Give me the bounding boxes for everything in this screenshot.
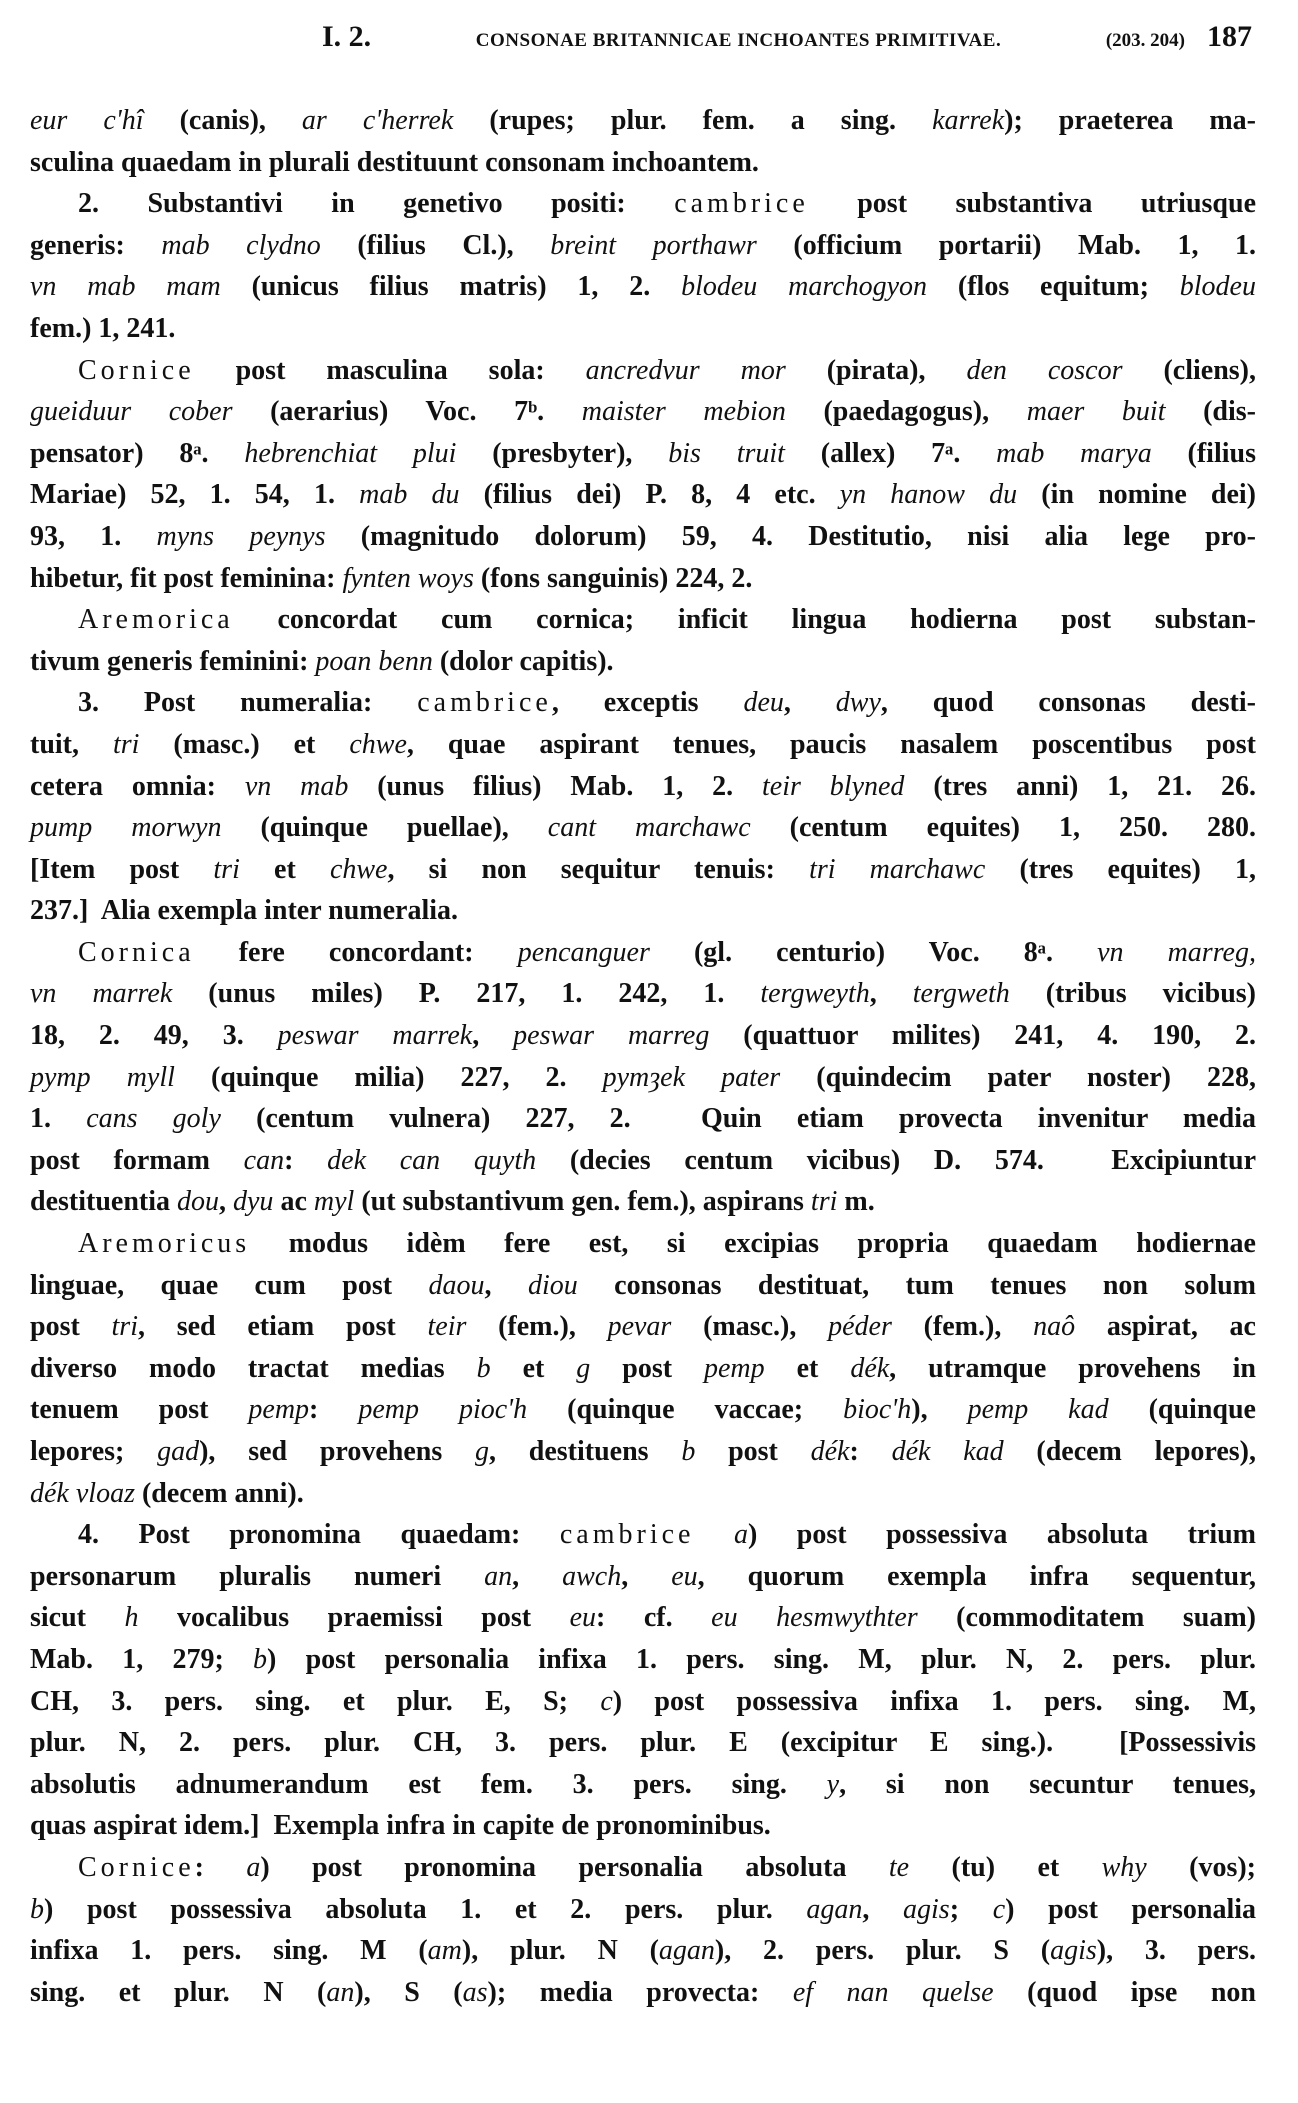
italic-term: tergweth	[912, 978, 1010, 1010]
spaced-term: cambrice	[417, 687, 552, 719]
italic-term: cans goly	[86, 1103, 221, 1135]
text-line	[30, 391, 1256, 433]
text-run: , sed etiam post	[138, 1311, 428, 1343]
italic-term: y	[826, 1768, 840, 1800]
italic-term: pump morwyn	[30, 812, 222, 844]
italic-term: awch	[562, 1560, 622, 1592]
text-run: (quindecim pater noster) 228,	[780, 1061, 1256, 1093]
text-run: (cliens),	[1122, 354, 1256, 386]
text-run: , quod consonas desti-	[880, 687, 1256, 719]
text-run: ) post personalia infixa 1. pers. sing. M, plur. N, 2. pers. plur.	[267, 1643, 1256, 1675]
text-run: ,	[484, 1269, 528, 1301]
italic-term: daou	[428, 1269, 485, 1301]
text-run: ,	[621, 1560, 672, 1592]
italic-term: bis truit	[668, 437, 785, 469]
text-run: (filius dei) P. 8, 4 etc.	[459, 479, 840, 511]
italic-term: chwe	[349, 728, 407, 760]
text-line	[30, 1514, 1256, 1556]
text-run: ,	[219, 1186, 233, 1218]
italic-term: dék	[810, 1436, 850, 1467]
text-line	[30, 890, 1256, 932]
italic-term: blodeu	[1179, 271, 1256, 303]
text-run: post masculina sola:	[194, 354, 586, 386]
text-run: ) post possessiva absoluta 1. et 2. pers. plur.	[44, 1893, 807, 1925]
text-run: ) post possessiva infixa 1. pers. sing. M,	[612, 1685, 1256, 1717]
text-line	[30, 1015, 1256, 1057]
text-run: ), sed provehens	[199, 1436, 475, 1467]
italic-term: ar c'herrek	[301, 105, 454, 136]
text-line	[30, 1639, 1256, 1681]
text-line	[30, 433, 1256, 475]
text-run: sculina quaedam in plurali destituunt consonam inchoantem.	[30, 146, 759, 178]
italic-term: pevar	[607, 1311, 672, 1343]
italic-term: maer buit	[1026, 396, 1166, 428]
italic-term: am	[427, 1935, 462, 1967]
text-run: 2. Substantivi in genetivo positi:	[78, 188, 675, 220]
text-run: vocalibus praemissi post	[138, 1602, 570, 1634]
text-run: (tres equites) 1,	[985, 853, 1256, 885]
text-run: destituentia	[30, 1186, 177, 1218]
italic-term: dou	[177, 1186, 219, 1218]
text-run: ), 3. pers.	[1096, 1935, 1256, 1967]
text-run: (flos equitum;	[927, 271, 1180, 303]
header-right	[1106, 20, 1252, 54]
text-run: linguae, quae cum post	[30, 1269, 429, 1301]
page-number: 187	[1207, 20, 1252, 53]
italic-term: teir	[427, 1311, 467, 1343]
italic-term: eu	[569, 1602, 597, 1634]
text-line	[30, 266, 1256, 308]
text-run: post substantiva utriusque	[808, 188, 1256, 220]
text-run: (filius	[1151, 437, 1256, 469]
italic-term: dék vloaz	[30, 1477, 135, 1509]
text-line	[30, 1098, 1256, 1140]
italic-term: ancredvur mor	[585, 354, 786, 386]
text-run: post	[590, 1352, 704, 1384]
text-run: 18, 2. 49, 3.	[30, 1020, 278, 1052]
text-run: sicut	[30, 1602, 125, 1634]
text-run: (tres anni) 1, 21. 26.	[904, 770, 1256, 802]
text-run: personarum pluralis numeri	[30, 1560, 485, 1592]
text-run: (masc.) et	[139, 728, 350, 760]
text-run: ac	[273, 1186, 314, 1218]
text-run: (rupes; plur. fem. a sing.	[453, 105, 933, 136]
italic-term: deu	[743, 687, 784, 719]
text-line	[30, 932, 1256, 974]
text-line	[30, 849, 1256, 891]
text-line	[30, 1223, 1256, 1265]
text-line	[30, 1431, 1256, 1473]
text-line	[30, 1556, 1256, 1598]
text-run: (presbyter),	[456, 437, 669, 469]
text-run: consonas destituat, tum tenues non solum	[577, 1269, 1256, 1301]
spaced-term: cambrice	[559, 1519, 695, 1551]
text-run: generis:	[30, 229, 162, 261]
italic-term: diou	[527, 1269, 578, 1301]
italic-term: den coscor	[966, 354, 1123, 386]
text-line	[30, 1722, 1256, 1764]
italic-term: peswar marreg	[513, 1020, 710, 1052]
text-line	[30, 142, 1256, 184]
text-run: (dis-	[1165, 396, 1256, 428]
text-line	[30, 1389, 1256, 1431]
text-run: (dolor capitis).	[432, 645, 614, 677]
text-line	[30, 641, 1256, 683]
text-run: ,	[512, 1560, 563, 1592]
italic-term: an	[484, 1560, 513, 1592]
text-run: (fem.),	[891, 1311, 1034, 1343]
italic-term: péder	[828, 1311, 892, 1343]
text-run: (masc.),	[671, 1311, 829, 1343]
text-run: ;	[949, 1893, 993, 1925]
italic-term: chwe	[329, 853, 388, 885]
italic-term: b	[476, 1352, 491, 1384]
text-line	[30, 682, 1256, 724]
italic-term: agis	[903, 1893, 950, 1925]
text-run: ); praeterea ma-	[1004, 105, 1256, 136]
text-run: sing. et plur. N (	[30, 1976, 327, 2008]
italic-term: as	[462, 1976, 488, 2008]
italic-term: h	[124, 1602, 139, 1634]
italic-term: mab du	[359, 479, 460, 511]
text-line	[30, 1972, 1256, 2014]
italic-term: eu	[671, 1560, 698, 1592]
text-run: aspirat, ac	[1075, 1311, 1256, 1343]
italic-term: poan benn	[315, 645, 433, 677]
italic-term: a	[733, 1519, 748, 1551]
text-run: ,	[869, 978, 913, 1010]
italic-term: eu hesmwythter	[711, 1602, 918, 1634]
text-run: ) post personalia	[1005, 1893, 1257, 1925]
italic-term: tri	[810, 1186, 838, 1218]
italic-term: dek can quyth	[327, 1144, 537, 1176]
text-run: (commoditatem suam)	[917, 1602, 1256, 1634]
text-run: (canis),	[143, 105, 302, 136]
text-run: plur. N, 2. pers. plur. CH, 3. pers. plur. E (excipitur E sing.). [Possessivis	[30, 1727, 1256, 1759]
text-run: Mab. 1, 279;	[30, 1643, 254, 1675]
text-run: ,	[862, 1893, 904, 1925]
text-line	[30, 724, 1256, 766]
italic-term: vn marreg,	[1097, 936, 1256, 968]
italic-term: tri marchawc	[809, 853, 986, 885]
text-run: m.	[837, 1186, 875, 1218]
spaced-term: Aremoricus	[78, 1228, 251, 1260]
italic-term: dyu	[233, 1186, 274, 1218]
text-run: cetera omnia:	[30, 770, 245, 802]
text-run: [Item post	[30, 853, 214, 885]
text-run: (allex) 7ᵃ.	[784, 437, 997, 469]
text-run: (fons sanguinis) 224, 2.	[473, 562, 753, 594]
spaced-term: Cornice	[78, 354, 195, 386]
text-run: fere concordant:	[194, 936, 518, 968]
italic-term: vn mab mam	[30, 271, 221, 303]
italic-term: pemp pioc'h	[358, 1394, 528, 1426]
text-run: (unus miles) P. 217, 1. 242, 1.	[172, 978, 761, 1010]
text-run: post	[695, 1436, 811, 1467]
text-line	[30, 1306, 1256, 1348]
text-run: (tu) et	[909, 1851, 1102, 1883]
text-line	[30, 350, 1256, 392]
text-run: post formam	[30, 1144, 244, 1176]
italic-term: peswar marrek	[277, 1020, 473, 1052]
text-run: , si non sequitur tenuis:	[387, 853, 810, 885]
italic-term: yn hanow du	[839, 479, 1018, 511]
text-line	[30, 1681, 1256, 1723]
text-run: modus idèm fere est, si excipias propria quaedam hodiernae	[250, 1228, 1256, 1260]
italic-term: pemp	[704, 1352, 765, 1384]
italic-term: tri	[111, 1311, 138, 1343]
text-run: :	[849, 1436, 892, 1467]
text-run: (pirata),	[785, 354, 967, 386]
italic-term: myl	[313, 1186, 355, 1218]
italic-term: dék	[850, 1352, 890, 1384]
text-run: infixa 1. pers. sing. M (	[30, 1935, 428, 1967]
text-line	[30, 1889, 1256, 1931]
italic-term: cant marchawc	[547, 812, 751, 844]
text-run: tivum generis feminini:	[30, 645, 316, 677]
text-line	[30, 183, 1256, 225]
text-run: Mariae) 52, 1. 54, 1.	[30, 479, 360, 511]
paragraph-reference: (203. 204)	[1105, 30, 1185, 51]
text-run: diverso modo tractat medias	[30, 1352, 477, 1384]
italic-term: naô	[1033, 1311, 1076, 1343]
text-run: (in nomine dei)	[1017, 479, 1256, 511]
text-line	[30, 100, 1256, 142]
text-line	[30, 1764, 1256, 1806]
italic-term: b	[681, 1436, 696, 1467]
italic-term: c	[600, 1685, 613, 1717]
text-line	[30, 599, 1256, 641]
text-run: ), 2. pers. plur. S (	[714, 1935, 1051, 1967]
text-run: ), S (	[354, 1976, 463, 2008]
text-run: (unus filius) Mab. 1, 2.	[348, 770, 763, 802]
text-run: pensator) 8ᵃ.	[30, 437, 245, 469]
italic-term: blodeu marchogyon	[681, 271, 928, 303]
text-run: (decem lepores),	[1003, 1436, 1256, 1467]
text-line	[30, 1057, 1256, 1099]
italic-term: b	[30, 1893, 44, 1925]
italic-term: karrek	[932, 105, 1005, 136]
text-run: (magnitudo dolorum) 59, 4. Destitutio, nisi alia lege pro-	[325, 520, 1256, 552]
italic-term: why	[1101, 1851, 1147, 1883]
text-run: hibetur, fit post feminina:	[30, 562, 343, 594]
italic-term: hebrenchiat plui	[244, 437, 457, 469]
italic-term: vn mab	[244, 770, 349, 802]
text-line	[30, 1265, 1256, 1307]
text-run: (quattuor milites) 241, 4. 190, 2.	[709, 1020, 1256, 1052]
italic-term: teir blyned	[762, 770, 905, 802]
text-run: (fem.),	[466, 1311, 608, 1343]
text-run: , si non secuntur tenues,	[839, 1768, 1256, 1800]
italic-term: mab clydno	[161, 229, 321, 261]
italic-term: c	[992, 1893, 1006, 1925]
text-run: (vos);	[1146, 1851, 1256, 1883]
text-run: fem.) 1, 241.	[30, 312, 176, 344]
italic-term: pymȝek pater	[602, 1061, 781, 1093]
text-run: 1.	[30, 1103, 87, 1135]
italic-term: eur c'hî	[30, 105, 144, 136]
text-run: 3. Post numeralia:	[78, 687, 418, 719]
text-run: absolutis adnumerandum est fem. 3. pers. sing.	[30, 1768, 827, 1800]
italic-term: dwy	[835, 687, 881, 719]
text-run: et	[239, 853, 330, 885]
text-run: (unicus filius matris) 1, 2.	[220, 271, 682, 303]
text-run: (quinque puellae),	[221, 812, 548, 844]
spaced-term: cambrice	[674, 188, 809, 220]
italic-term: gad	[157, 1436, 200, 1467]
text-run: concordat cum cornica; inficit lingua hodierna post substan-	[233, 604, 1256, 636]
text-run: et	[764, 1352, 851, 1384]
text-run: lepores;	[30, 1436, 158, 1467]
text-run: (quinque vaccae;	[527, 1394, 844, 1426]
text-run: (filius Cl.),	[320, 229, 551, 261]
spaced-term: Cornice	[78, 1851, 195, 1883]
italic-term: tri	[112, 728, 140, 760]
text-line	[30, 766, 1256, 808]
spaced-term: Cornica	[78, 936, 195, 968]
italic-term: g	[475, 1436, 489, 1467]
text-run: 93, 1.	[30, 520, 157, 552]
text-run: :	[309, 1394, 359, 1426]
text-run	[694, 1519, 734, 1550]
italic-term: pymp myll	[30, 1061, 175, 1093]
text-line	[30, 973, 1256, 1015]
italic-term: te	[888, 1851, 910, 1883]
italic-term: ef nan quelse	[792, 1976, 994, 2008]
text-line	[30, 1348, 1256, 1390]
text-run: :	[194, 1851, 247, 1883]
text-run: ,	[472, 1020, 514, 1052]
text-run: 4. Post pronomina quaedam:	[78, 1519, 560, 1551]
text-run: ,	[783, 687, 836, 719]
text-run: (centum equites) 1, 250. 280.	[750, 812, 1257, 844]
italic-term: bioc'h	[843, 1394, 912, 1426]
italic-term: pencanguer	[517, 936, 650, 968]
italic-term: dék kad	[891, 1436, 1004, 1467]
text-run: ),	[911, 1394, 968, 1426]
italic-term: mab marya	[996, 437, 1152, 469]
italic-term: vn marrek	[30, 978, 173, 1010]
text-run: (paedagogus),	[785, 396, 1027, 428]
text-run: , destituens	[489, 1436, 682, 1467]
italic-term: b	[253, 1643, 268, 1675]
text-run: (quod ipse non	[993, 1976, 1256, 2008]
text-run: : cf.	[596, 1602, 712, 1634]
text-run: (aerarius) Voc. 7ᵇ.	[232, 396, 582, 428]
text-line	[30, 225, 1256, 267]
italic-term: tri	[213, 853, 240, 885]
text-line	[30, 1597, 1256, 1639]
text-line	[30, 1140, 1256, 1182]
text-run: (centum vulnera) 227, 2. Quin etiam provecta invenitur media	[220, 1103, 1257, 1135]
text-run: , exceptis	[551, 687, 744, 719]
italic-term: g	[576, 1352, 591, 1384]
running-header	[322, 20, 1252, 60]
text-run: (tribus vicibus)	[1009, 978, 1257, 1010]
text-run: ) post pronomina personalia absoluta	[260, 1851, 889, 1883]
italic-term: an	[326, 1976, 355, 2008]
italic-term: pemp kad	[967, 1394, 1109, 1426]
text-run: ) post possessiva absoluta trium	[747, 1519, 1256, 1551]
text-line	[30, 1847, 1256, 1889]
text-run: (gl. centurio) Voc. 8ᵃ.	[649, 936, 1098, 968]
text-line	[30, 1473, 1256, 1515]
italic-term: a	[246, 1851, 261, 1883]
text-run: ); media provecta:	[487, 1976, 793, 2008]
italic-term: agis	[1050, 1935, 1097, 1967]
text-line	[30, 807, 1256, 849]
text-line	[30, 474, 1256, 516]
text-run: (officium portarii) Mab. 1, 1.	[756, 229, 1257, 261]
text-line	[30, 1930, 1256, 1972]
italic-term: maister mebion	[581, 396, 786, 428]
text-run: 237.] Alia exempla inter numeralia.	[30, 895, 458, 927]
italic-term: fynten woys	[342, 562, 474, 594]
text-line	[30, 1181, 1256, 1223]
text-run: , quae aspirant tenues, paucis nasalem poscentibus post	[406, 728, 1256, 760]
text-run: et	[490, 1352, 577, 1384]
spaced-term: Aremorica	[78, 604, 234, 636]
italic-term: gueiduur cober	[30, 396, 233, 428]
text-run: , quorum exempla infra sequentur,	[697, 1560, 1256, 1592]
italic-term: breint porthawr	[550, 229, 757, 261]
text-run: (quinque	[1108, 1394, 1256, 1426]
section-number: I. 2.	[322, 20, 372, 53]
text-run: CH, 3. pers. sing. et plur. E, S;	[30, 1685, 601, 1717]
italic-term: agan	[658, 1935, 715, 1967]
italic-term: agan	[806, 1893, 863, 1925]
text-run: post	[30, 1311, 112, 1343]
text-run: (quinque milia) 227, 2.	[174, 1061, 603, 1093]
italic-term: can	[243, 1144, 285, 1176]
body-text	[30, 100, 1256, 2013]
text-run: :	[284, 1144, 328, 1176]
italic-term: myns peynys	[156, 520, 326, 552]
text-run: tuit,	[30, 728, 113, 760]
text-run: tenuem post	[30, 1394, 249, 1426]
text-run: (decem anni).	[134, 1477, 304, 1509]
text-line	[30, 516, 1256, 558]
text-line	[30, 558, 1256, 600]
running-title: CONSONAE BRITANNICAE INCHOANTES PRIMITIVAE.	[475, 30, 1002, 51]
text-run: ), plur. N (	[461, 1935, 659, 1967]
text-run: quas aspirat idem.] Exempla infra in capite de pronominibus.	[30, 1810, 771, 1842]
text-run: (ut substantivum gen. fem.), aspirans	[354, 1186, 811, 1218]
text-run: (decies centum vicibus) D. 574. Excipiuntur	[536, 1144, 1256, 1176]
text-line	[30, 1805, 1256, 1847]
text-line	[30, 308, 1256, 350]
italic-term: pemp	[248, 1394, 310, 1426]
italic-term: tergweyth	[760, 978, 870, 1010]
text-run: , utramque provehens in	[889, 1352, 1256, 1384]
